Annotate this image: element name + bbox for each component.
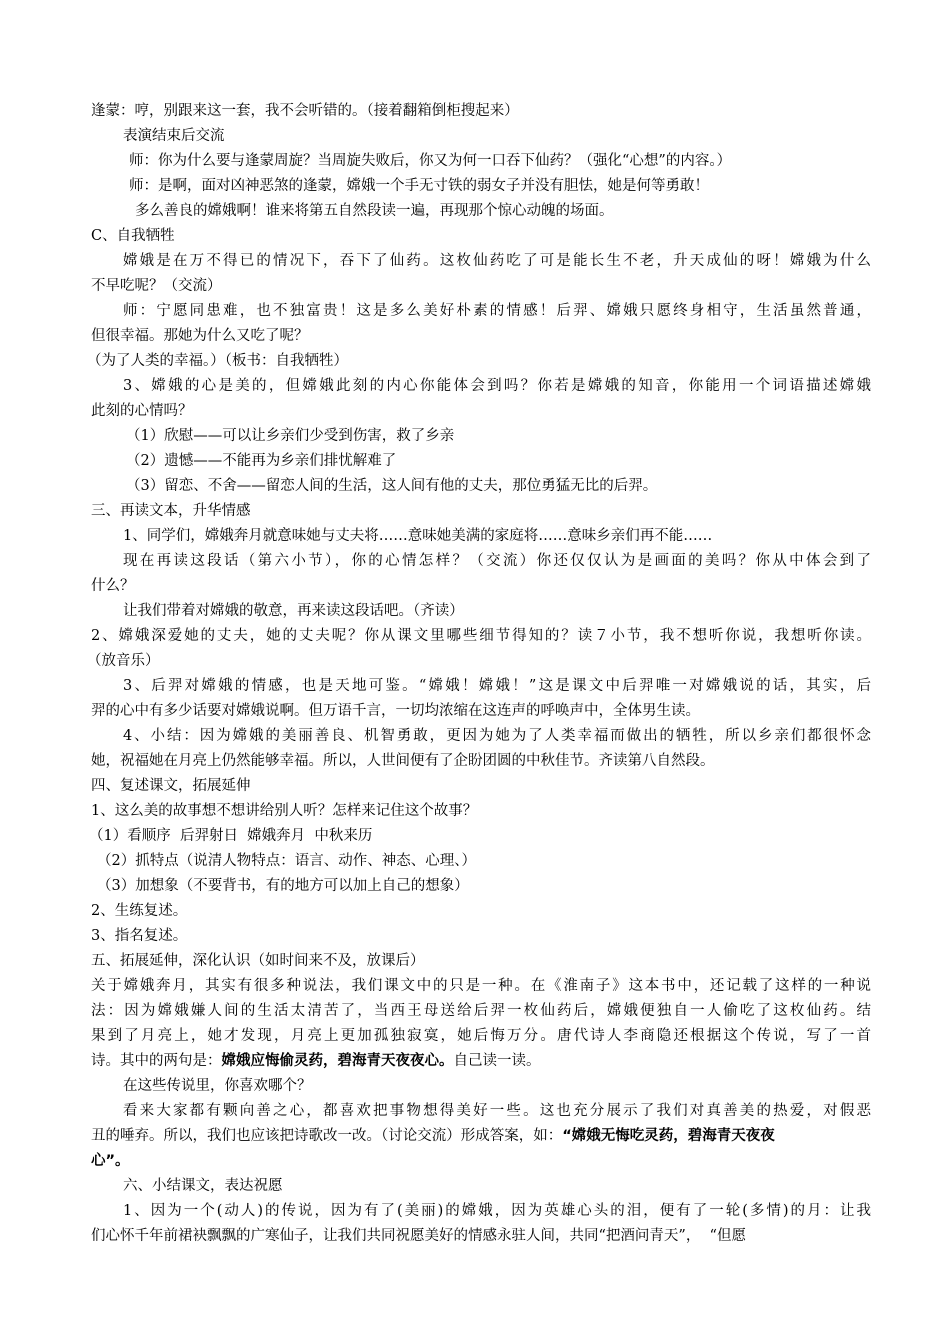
text-line: 师：宁愿同患难，也不独富贵！这是多么美好朴素的情感！后羿、嫦娥只愿终身相守，生活虽然普通， xyxy=(123,303,871,319)
list-item: （1）看顺序 后羿射日 嫦娥奔月 中秋来历 xyxy=(89,828,373,844)
list-item: （3）留恋、不舍——留恋人间的生活，这人间有他的丈夫，那位勇猛无比的后羿。 xyxy=(126,478,658,494)
text-segment: 自己读一读。 xyxy=(453,1053,541,1069)
text-line: 让我们带着对嫦娥的敬意，再来读这段话吧。（齐读） xyxy=(123,603,464,619)
text-line: 但很幸福。那她为什么又吃了呢？ xyxy=(91,328,309,344)
text-line: 2、生练复述。 xyxy=(91,903,188,919)
section-heading: 四、复述课文，拓展延伸 xyxy=(91,778,251,794)
text-line: 4、小结：因为嫦娥的美丽善良、机智勇敢，更因为她为了人类幸福而做出的牺牲，所以乡亲们都很怀念 xyxy=(123,728,871,744)
text-segment: 诗。其中的两句是： xyxy=(91,1053,222,1069)
list-item: （2）抓特点（说清人物特点：语言、动作、神态、心理、） xyxy=(97,853,476,869)
text-line: 关于嫦娥奔月，其实有很多种说法，我们课文中的只是一种。在《淮南子》这本书中，还记载了这样的一种说 xyxy=(91,978,871,994)
text-line: 3、嫦娥的心是美的，但嫦娥此刻的内心你能体会到吗？你若是嫦娥的知音，你能用一个词语描述嫦娥 xyxy=(123,378,871,394)
section-heading: C、自我牺牲 xyxy=(91,228,175,244)
text-line: 师：你为什么要与逢蒙周旋？当周旋失败后，你又为何一口吞下仙药？（强化“心想”的内容。） xyxy=(129,153,732,169)
text-line: （放音乐） xyxy=(87,653,160,669)
text-line: 在这些传说里，你喜欢哪个？ xyxy=(123,1078,312,1094)
text-line: 现在再读这段话（第六小节），你的心情怎样？（交流）你还仅仅认为是画面的美吗？你从中体会到了 xyxy=(123,553,871,569)
poem-quote: 嫦娥应悔偷灵药，碧海青天夜夜心。 xyxy=(221,1053,454,1069)
text-line: 逢蒙：哼，别跟来这一套，我不会听错的。（接着翻箱倒柜搜起来） xyxy=(91,103,519,119)
text-segment: 丑的唾弃。所以，我们也应该把诗歌改一改。（讨论交流）形成答案，如： xyxy=(91,1128,563,1144)
text-line: 1、同学们，嫦娥奔月就意味她与丈夫将……意味她美满的家庭将……意味乡亲们再不能…… xyxy=(123,528,713,544)
text-line: 看来大家都有颗向善之心，都喜欢把事物想得美好一些。这也充分展示了我们对真善美的热爱，对假恶 xyxy=(123,1103,871,1119)
section-heading: 三、再读文本，升华情感 xyxy=(91,503,251,519)
text-line: 1、因为一个(动人)的传说，因为有了(美丽)的嫦娥，因为英雄心头的泪，便有了一轮(多情)的月：让我 xyxy=(123,1203,871,1219)
text-line: 3、后羿对嫦娥的情感，也是天地可鉴。“嫦娥！嫦娥！”这是课文中后羿唯一对嫦娥说的话，其实，后 xyxy=(123,678,871,694)
section-heading: 五、拓展延伸，深化认识（如时间来不及，放课后） xyxy=(91,953,425,969)
text-line: 什么？ xyxy=(91,578,135,594)
text-line: （为了人类的幸福。）（板书：自我牺牲） xyxy=(87,353,348,369)
text-line: 2、嫦娥深爱她的丈夫，她的丈夫呢？你从课文里哪些细节得知的？读７小节，我不想听你说，我想听你读。 xyxy=(91,628,871,644)
text-line: 1、这么美的故事想不想讲给别人听？怎样来记住这个故事？ xyxy=(91,803,478,819)
text-line: 心”。 xyxy=(91,1153,130,1169)
text-line: 们心怀千年前裙袂飘飘的广寒仙子，让我们共同祝愿美好的情感永驻人间，共同“把酒问青天”， “但愿 xyxy=(91,1228,746,1244)
text-line xyxy=(91,1050,871,1072)
text-line: 3、指名复述。 xyxy=(91,928,188,944)
text-line: 法：因为嫦娥嫌人间的生活太清苦了，当西王母送给后羿一枚仙药后，嫦娥便独自一人偷吃了这枚仙药。结 xyxy=(91,1003,871,1019)
text-line: 她，祝福她在月亮上仍然能够幸福。所以，人世间便有了企盼团圆的中秋佳节。齐读第八自然段。 xyxy=(91,753,715,769)
text-line xyxy=(91,1125,871,1147)
text-line: 嫦娥是在万不得已的情况下，吞下了仙药。这枚仙药吃了可是能长生不老，升天成仙的呀！嫦娥为什么 xyxy=(123,253,871,269)
list-item: （2）遗憾——不能再为乡亲们排忧解难了 xyxy=(126,453,397,469)
section-heading: 六、小结课文，表达祝愿 xyxy=(123,1178,283,1194)
text-line: 师：是啊，面对凶神恶煞的逢蒙，嫦娥一个手无寸铁的弱女子并没有胆怯，她是何等勇敢！ xyxy=(129,178,709,194)
list-item: （1）欣慰——可以让乡亲们少受到伤害，救了乡亲 xyxy=(126,428,455,444)
text-line: 果到了月亮上，她才发现，月亮上更加孤独寂寞，她后悔万分。唐代诗人李商隐还根据这个传说，写了一首 xyxy=(91,1028,871,1044)
text-line: 羿的心中有多少话要对嫦娥说啊。但万语千言，一切均浓缩在这连声的呼唤声中，全体男生读。 xyxy=(91,703,700,719)
revised-poem-quote: “嫦娥无悔吃灵药，碧海青天夜夜 xyxy=(562,1128,775,1144)
list-item: （3）加想象（不要背书，有的地方可以加上自己的想象） xyxy=(97,878,469,894)
text-line: 多么善良的嫦娥啊！谁来将第五自然段读一遍，再现那个惊心动魄的场面。 xyxy=(135,203,614,219)
text-line: 表演结束后交流 xyxy=(123,128,225,144)
text-line: 此刻的心情吗？ xyxy=(91,403,193,419)
text-line: 不早吃呢？（交流） xyxy=(91,278,222,294)
